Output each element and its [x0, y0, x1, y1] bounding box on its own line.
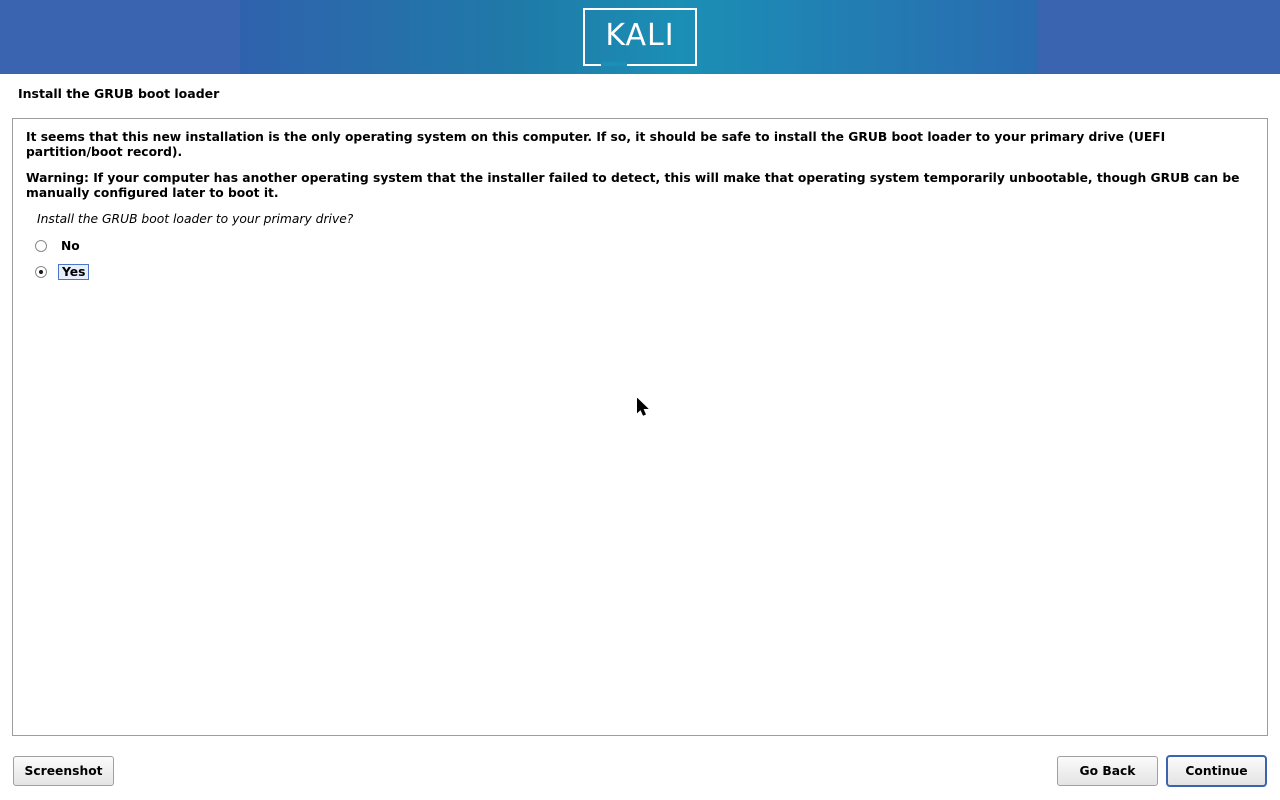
radio-label-no[interactable]: No — [61, 238, 80, 253]
radio-option-yes[interactable] — [26, 259, 1254, 285]
kali-logo — [583, 8, 697, 66]
radio-option-no[interactable] — [26, 233, 1254, 259]
footer-bar — [0, 746, 1280, 800]
warning-paragraph: Warning: If your computer has another operating system that the installer failed to detect, this will make that operating system temporarily unbootable, though GRUB can be manually configured later to boot it. — [26, 170, 1240, 201]
continue-button[interactable]: Continue — [1166, 755, 1267, 787]
radio-label-yes[interactable]: Yes — [58, 264, 89, 280]
kali-logo-text: KALI — [605, 18, 675, 53]
radio-button-no[interactable] — [35, 240, 47, 252]
question-label: Install the GRUB boot loader to your primary drive? — [37, 211, 354, 226]
radio-button-yes[interactable] — [35, 266, 47, 278]
installer-content-panel — [12, 118, 1268, 736]
screenshot-button[interactable]: Screenshot — [13, 756, 114, 786]
info-paragraph: It seems that this new installation is the only operating system on this computer. If so, it should be safe to install the GRUB boot loader to your primary drive (UEFI partition/boot record). — [26, 130, 1166, 160]
go-back-button[interactable]: Go Back — [1057, 756, 1158, 786]
kali-banner — [0, 0, 1280, 74]
page-title: Install the GRUB boot loader — [18, 86, 220, 101]
